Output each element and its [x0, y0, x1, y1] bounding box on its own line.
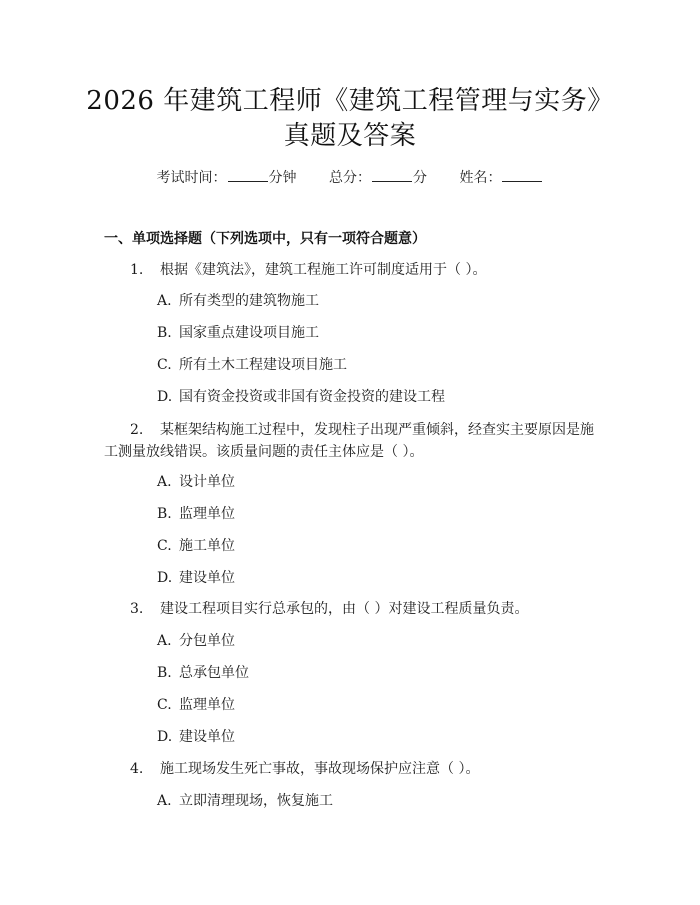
option-letter: A.	[157, 793, 172, 809]
question-3	[104, 598, 604, 620]
question-text: 某框架结构施工过程中，发现柱子出现严重倾斜，经查实主要原因是施工测量放线错误。该质量问题的责任主体应是（ ）。	[104, 422, 594, 460]
option-letter: B.	[157, 665, 172, 681]
total-score-blank	[372, 168, 412, 182]
option-1d	[157, 387, 445, 407]
option-text: 分包单位	[179, 633, 235, 649]
name-blank	[502, 168, 542, 182]
option-letter: A.	[157, 293, 172, 309]
option-letter: A.	[157, 633, 172, 649]
option-text: 立即清理现场，恢复施工	[179, 793, 333, 809]
option-2d	[157, 568, 235, 588]
name-field	[459, 168, 543, 188]
option-3a	[157, 631, 235, 651]
option-text: 所有类型的建筑物施工	[179, 293, 319, 309]
option-letter: A.	[157, 474, 172, 490]
option-1c	[157, 355, 347, 375]
option-1a	[157, 291, 319, 311]
option-text: 国有资金投资或非国有资金投资的建设工程	[179, 389, 445, 405]
option-3b	[157, 663, 249, 683]
option-1b	[157, 323, 319, 343]
question-number: 4.	[130, 761, 144, 777]
question-text: 建设工程项目实行总承包的，由（ ）对建设工程质量负责。	[160, 601, 529, 617]
option-3d	[157, 727, 235, 747]
option-4a	[157, 791, 333, 811]
option-text: 总承包单位	[179, 665, 249, 681]
option-letter: C.	[157, 697, 172, 713]
option-text: 监理单位	[179, 506, 235, 522]
exam-meta	[0, 168, 700, 188]
option-text: 建设单位	[179, 729, 235, 745]
exam-time-field	[157, 168, 297, 188]
question-4	[104, 758, 604, 780]
option-letter: D.	[157, 570, 173, 586]
exam-subtitle: 真题及答案	[283, 121, 417, 151]
question-text: 施工现场发生死亡事故，事故现场保护应注意（ ）。	[160, 761, 480, 777]
name-label: 姓名：	[459, 170, 502, 186]
section-heading: 一、单项选择题（下列选项中，只有一项符合题意）	[104, 231, 426, 247]
exam-title: 2026 年建筑工程师《建筑工程管理与实务》	[86, 86, 614, 116]
total-score-label: 总分：	[329, 170, 371, 186]
option-letter: C.	[157, 357, 172, 373]
option-text: 建设单位	[179, 570, 235, 586]
question-1	[104, 259, 604, 281]
option-letter: B.	[157, 325, 172, 341]
exam-time-unit: 分钟	[268, 170, 297, 186]
option-text: 施工单位	[179, 538, 235, 554]
option-text: 所有土木工程建设项目施工	[179, 357, 347, 373]
question-number: 2.	[130, 422, 144, 438]
question-text: 根据《建筑法》，建筑工程施工许可制度适用于（ ）。	[160, 262, 487, 278]
option-3c	[157, 695, 235, 715]
option-letter: D.	[157, 389, 173, 405]
exam-time-label: 考试时间：	[156, 170, 227, 186]
option-letter: B.	[157, 506, 172, 522]
option-2c	[157, 536, 235, 556]
option-text: 国家重点建设项目施工	[179, 325, 319, 341]
option-2a	[157, 472, 235, 492]
option-letter: D.	[157, 729, 173, 745]
question-number: 1.	[130, 262, 144, 278]
question-number: 3.	[130, 601, 144, 617]
option-letter: C.	[157, 538, 172, 554]
exam-time-blank	[228, 168, 268, 182]
total-score-unit: 分	[413, 170, 427, 186]
question-2	[104, 419, 604, 463]
total-score-field	[329, 168, 427, 188]
option-text: 监理单位	[179, 697, 235, 713]
option-2b	[157, 504, 235, 524]
option-text: 设计单位	[179, 474, 235, 490]
